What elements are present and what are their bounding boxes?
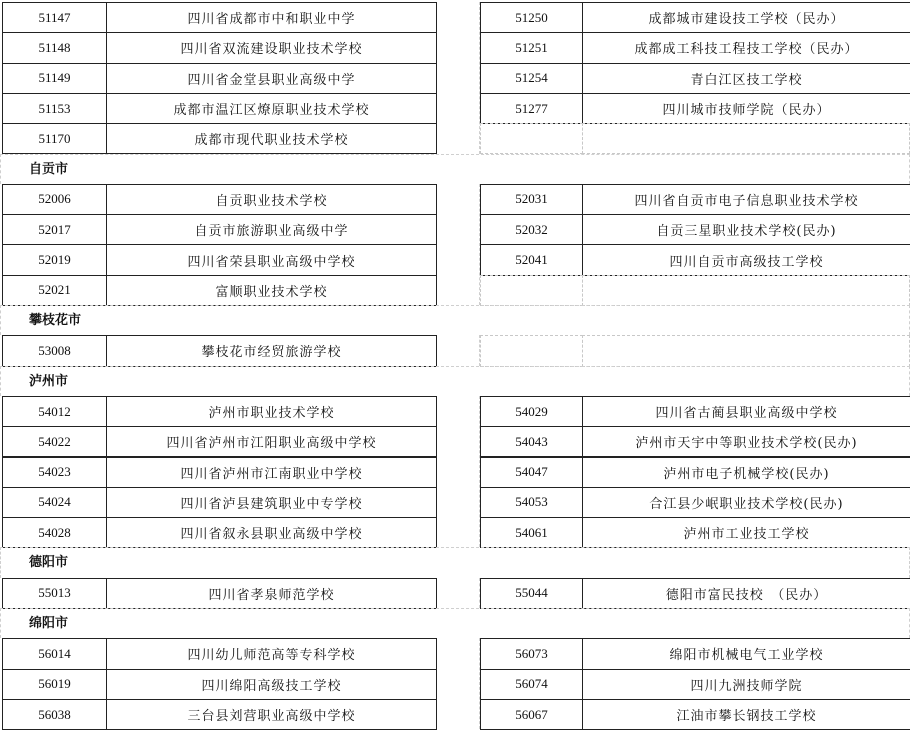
empty-cell <box>480 123 583 154</box>
empty-cell <box>582 123 910 154</box>
school-name: 泸州市职业技术学校 <box>106 396 437 427</box>
city-name: 自贡市 <box>29 161 69 177</box>
school-name: 四川省双流建设职业技术学校 <box>106 32 437 63</box>
school-code: 52021 <box>2 275 107 306</box>
school-name: 四川省荣县职业高级中学校 <box>106 244 437 275</box>
school-name: 四川省自贡市电子信息职业技术学校 <box>582 184 910 215</box>
school-name: 青白江区技工学校 <box>582 63 910 94</box>
school-code: 56019 <box>2 669 107 700</box>
empty-cell <box>480 335 583 366</box>
school-code: 56014 <box>2 638 107 669</box>
school-name: 四川省古蔺县职业高级中学校 <box>582 396 910 427</box>
school-name: 四川省泸县建筑职业中专学校 <box>106 487 437 518</box>
school-code: 52031 <box>480 184 583 215</box>
school-name: 四川省金堂县职业高级中学 <box>106 63 437 94</box>
school-name: 泸州市电子机械学校(民办) <box>582 457 910 488</box>
school-code: 56067 <box>480 699 583 730</box>
school-code: 54022 <box>2 426 107 457</box>
school-code: 55044 <box>480 578 583 609</box>
school-name: 三台县刘营职业高级中学校 <box>106 699 437 730</box>
school-code: 52041 <box>480 244 583 275</box>
school-name: 成都成工科技工程技工学校（民办） <box>582 32 910 63</box>
city-header <box>0 154 910 184</box>
city-name: 绵阳市 <box>29 616 69 631</box>
school-code: 54061 <box>480 517 583 548</box>
school-name: 绵阳市机械电气工业学校 <box>582 638 910 669</box>
school-code: 54029 <box>480 396 583 427</box>
school-code: 52032 <box>480 214 583 245</box>
school-name: 成都市温江区燎原职业技术学校 <box>106 93 437 124</box>
city-header <box>0 366 910 396</box>
school-code: 51170 <box>2 123 107 154</box>
school-code: 54023 <box>2 457 107 488</box>
empty-cell <box>582 335 910 366</box>
school-name: 四川幼儿师范高等专科学校 <box>106 638 437 669</box>
school-code: 52006 <box>2 184 107 215</box>
school-code: 54012 <box>2 396 107 427</box>
school-code: 53008 <box>2 335 107 366</box>
column-gap <box>436 184 480 305</box>
school-code: 51149 <box>2 63 107 94</box>
school-name: 成都城市建设技工学校（民办） <box>582 2 910 33</box>
column-gap <box>436 638 480 729</box>
column-gap <box>436 578 480 608</box>
empty-cell <box>480 275 583 306</box>
school-code: 51153 <box>2 93 107 124</box>
school-name: 德阳市富民技校 （民办） <box>582 578 910 609</box>
city-name: 德阳市 <box>29 555 69 571</box>
city-name: 泸州市 <box>29 373 69 389</box>
school-name: 攀枝花市经贸旅游学校 <box>106 335 437 366</box>
school-code: 55013 <box>2 578 107 609</box>
school-name: 四川绵阳高级技工学校 <box>106 669 437 700</box>
school-name: 合江县少岷职业技术学校(民办) <box>582 487 910 518</box>
school-name: 四川省叙永县职业高级中学校 <box>106 517 437 548</box>
school-name: 泸州市工业技工学校 <box>582 517 910 548</box>
city-name: 攀枝花市 <box>29 313 82 328</box>
school-name: 泸州市天宇中等职业技术学校(民办) <box>582 426 910 457</box>
school-code: 54043 <box>480 426 583 457</box>
school-code: 52019 <box>2 244 107 275</box>
school-name: 四川城市技师学院（民办） <box>582 93 910 124</box>
empty-cell <box>582 275 910 306</box>
school-name: 四川省成都市中和职业中学 <box>106 2 437 33</box>
school-code: 54024 <box>2 487 107 518</box>
school-code: 56073 <box>480 638 583 669</box>
school-name: 四川省泸州市江南职业中学校 <box>106 457 437 488</box>
school-code: 54047 <box>480 457 583 488</box>
school-code: 51251 <box>480 32 583 63</box>
school-code: 52017 <box>2 214 107 245</box>
school-code: 51277 <box>480 93 583 124</box>
school-name: 自贡职业技术学校 <box>106 184 437 215</box>
school-code: 54053 <box>480 487 583 518</box>
school-name: 成都市现代职业技术学校 <box>106 123 437 154</box>
school-name: 江油市攀长钢技工学校 <box>582 699 910 730</box>
school-name: 四川省孝泉师范学校 <box>106 578 437 609</box>
city-header <box>0 547 910 577</box>
school-code: 51254 <box>480 63 583 94</box>
column-gap <box>436 335 480 365</box>
column-gap <box>436 2 480 154</box>
school-name: 自贡市旅游职业高级中学 <box>106 214 437 245</box>
school-code: 51147 <box>2 2 107 33</box>
school-name: 自贡三星职业技术学校(民办) <box>582 214 910 245</box>
school-code: 51148 <box>2 32 107 63</box>
school-name: 富顺职业技术学校 <box>106 275 437 306</box>
school-name: 四川九洲技师学院 <box>582 669 910 700</box>
city-header <box>0 305 910 335</box>
column-gap <box>436 396 480 548</box>
school-name: 四川自贡市高级技工学校 <box>582 244 910 275</box>
school-code: 51250 <box>480 2 583 33</box>
school-code: 56074 <box>480 669 583 700</box>
school-code: 54028 <box>2 517 107 548</box>
city-header <box>0 608 910 638</box>
school-code: 56038 <box>2 699 107 730</box>
school-name: 四川省泸州市江阳职业高级中学校 <box>106 426 437 457</box>
